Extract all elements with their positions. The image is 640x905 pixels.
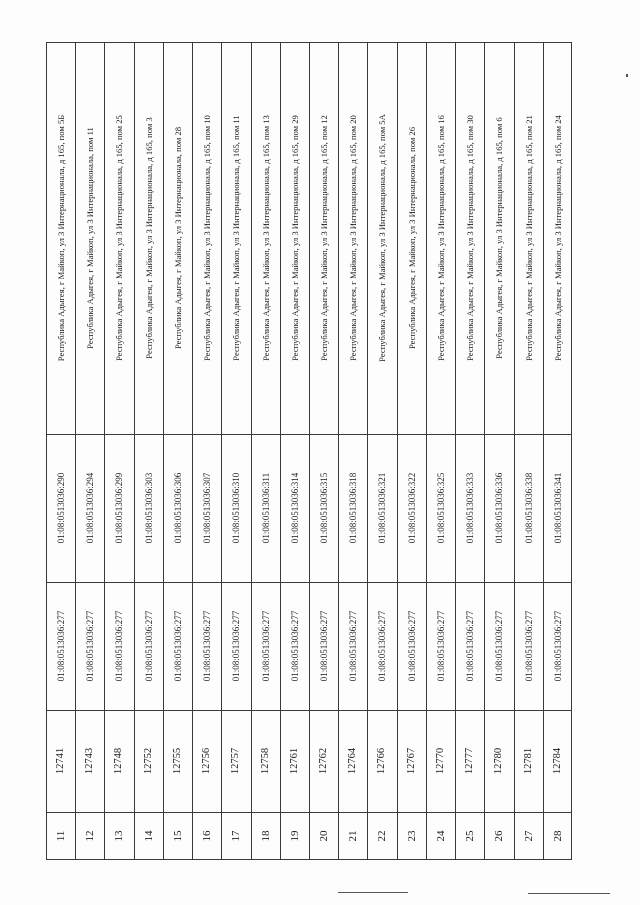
record-id-cell [543, 710, 572, 812]
parcel-number-cell [484, 582, 514, 710]
object-number-cell [104, 434, 134, 582]
record-id-text: 12752 [142, 747, 154, 775]
row-number-text: 22 [376, 830, 388, 842]
address-text: Республика Адыгея, г Майкоп, ул 3 Интернационала, пом 26 [406, 126, 417, 350]
parcel-number-text: 01:08:0513036:277 [318, 610, 329, 682]
address-text: Республика Адыгея, г Майкоп, ул 3 Интернационала, д 165, пом 25 [114, 115, 124, 361]
row-number-text: 20 [317, 830, 330, 842]
address-cell [192, 42, 221, 434]
record-id-text: 12784 [551, 747, 563, 775]
row-number-cell [163, 812, 192, 860]
parcel-number-cell [455, 582, 484, 710]
parcel-number-cell [104, 582, 134, 710]
address-text: Республика Адыгея, г Майкоп, ул 3 Интернационала, д 165, пом 30 [464, 115, 475, 361]
record-id-text: 12770 [434, 747, 446, 775]
row-number-text: 18 [259, 830, 272, 842]
address-cell [484, 42, 514, 434]
object-number-text: 01:08:0513036:314 [289, 472, 300, 544]
row-number-cell [367, 812, 397, 860]
parcel-number-text: 01:08:0513036:277 [552, 610, 563, 682]
record-id-text: 12767 [405, 747, 417, 775]
row-number-cell [134, 812, 163, 860]
address-cell [367, 42, 397, 434]
object-number-cell [75, 434, 104, 582]
record-id-cell [367, 710, 397, 812]
record-id-cell [192, 710, 221, 812]
row-number-text: 24 [434, 830, 447, 842]
record-id-cell [514, 710, 543, 812]
row-number-text: 21 [346, 830, 359, 842]
row-number-text: 28 [551, 830, 564, 842]
parcel-number-cell [251, 582, 280, 710]
parcel-number-cell [280, 582, 309, 710]
address-cell [280, 42, 309, 434]
record-id-text: 12780 [493, 747, 504, 775]
address-text: Республика Адыгея, г Майкоп, ул 3 Интернационала, д 165, пом 10 [201, 115, 212, 361]
record-id-cell [426, 710, 455, 812]
object-number-text: 01:08:0513036:338 [523, 472, 534, 544]
parcel-number-text: 01:08:0513036:277 [260, 610, 271, 682]
row-number-text: 27 [522, 830, 535, 842]
row-number-text: 25 [463, 830, 476, 842]
parcel-number-cell [221, 582, 251, 710]
object-number-cell [46, 434, 75, 582]
parcel-number-text: 01:08:0513036:277 [377, 610, 387, 682]
record-id-text: 12761 [288, 747, 300, 775]
row-number-cell [104, 812, 134, 860]
row-number-cell [46, 812, 75, 860]
object-number-text: 01:08:0513036:321 [377, 472, 387, 544]
parcel-number-cell [134, 582, 163, 710]
record-id-text: 12764 [346, 747, 358, 775]
object-number-cell [367, 434, 397, 582]
record-id-text: 12757 [230, 747, 241, 775]
object-number-cell [280, 434, 309, 582]
address-text: Республика Адыгея, г Майкоп, ул 3 Интернационала, д 165, пом 21 [523, 115, 534, 361]
record-id-text: 12756 [200, 747, 212, 775]
parcel-number-text: 01:08:0513036:277 [172, 610, 183, 682]
parcel-number-cell [75, 582, 104, 710]
scan-mark-right [626, 74, 628, 77]
object-number-text: 01:08:0513036:333 [464, 472, 475, 544]
object-number-cell [251, 434, 280, 582]
record-id-cell [134, 710, 163, 812]
parcel-number-cell [397, 582, 426, 710]
parcel-number-cell [163, 582, 192, 710]
row-number-cell [397, 812, 426, 860]
address-cell [397, 42, 426, 434]
address-cell [338, 42, 367, 434]
row-number-text: 15 [171, 830, 184, 842]
record-id-cell [75, 710, 104, 812]
record-id-text: 12762 [317, 747, 329, 775]
parcel-number-text: 01:08:0513036:277 [464, 610, 475, 682]
parcel-number-text: 01:08:0513036:277 [494, 610, 504, 682]
address-text: Республика Адыгея, г Майкоп, ул 3 Интернационала, д 165, пом 6 [494, 117, 504, 359]
record-id-cell [484, 710, 514, 812]
object-number-text: 01:08:0513036:336 [494, 472, 504, 544]
parcel-number-text: 01:08:0513036:277 [231, 610, 241, 682]
address-cell [46, 42, 75, 434]
object-number-cell [397, 434, 426, 582]
object-number-cell [221, 434, 251, 582]
object-number-text: 01:08:0513036:310 [231, 472, 241, 544]
row-number-cell [309, 812, 338, 860]
address-cell [221, 42, 251, 434]
row-number-cell [251, 812, 280, 860]
scan-mark-bottom-left [338, 892, 408, 893]
address-text: Республика Адыгея, г Майкоп, ул 3 Интернационала, д 165, пом 13 [260, 115, 271, 361]
row-number-cell [543, 812, 572, 860]
object-number-cell [514, 434, 543, 582]
address-cell [309, 42, 338, 434]
record-id-text: 12766 [376, 747, 387, 775]
parcel-number-text: 01:08:0513036:277 [55, 610, 66, 682]
address-cell [104, 42, 134, 434]
object-number-text: 01:08:0513036:299 [114, 472, 124, 544]
object-number-cell [543, 434, 572, 582]
address-text: Республика Адыгея, г Майкоп, ул 3 Интернационала, д 165, пом 16 [435, 115, 446, 361]
record-id-cell [163, 710, 192, 812]
row-number-cell [455, 812, 484, 860]
parcel-number-cell [543, 582, 572, 710]
address-cell [251, 42, 280, 434]
address-cell [75, 42, 104, 434]
object-number-text: 01:08:0513036:341 [552, 472, 563, 544]
row-number-cell [514, 812, 543, 860]
object-number-text: 01:08:0513036:322 [406, 472, 417, 544]
parcel-number-text: 01:08:0513036:277 [347, 610, 358, 682]
address-text: Республика Адыгея, г Майкоп, ул 3 Интернационала, д 165, пом 29 [289, 115, 300, 361]
row-number-cell [192, 812, 221, 860]
parcel-number-cell [46, 582, 75, 710]
row-number-text: 19 [288, 830, 301, 842]
row-number-cell [280, 812, 309, 860]
record-id-cell [338, 710, 367, 812]
row-number-cell [75, 812, 104, 860]
object-number-cell [338, 434, 367, 582]
address-text: Республика Адыгея, г Майкоп, ул 3 Интернационала, д 165, пом 5А [377, 114, 387, 362]
record-id-cell [309, 710, 338, 812]
row-number-cell [338, 812, 367, 860]
object-number-text: 01:08:0513036:306 [172, 472, 183, 544]
address-text: Республика Адыгея, г Майкоп, ул 3 Интернационала, д 165, пом 11 [231, 115, 241, 361]
object-number-text: 01:08:0513036:315 [318, 472, 329, 544]
address-text: Республика Адыгея, г Майкоп, ул 3 Интернационала, д 165, пом 24 [552, 115, 563, 361]
row-number-text: 16 [200, 830, 213, 842]
row-number-text: 26 [493, 830, 505, 842]
record-id-cell [251, 710, 280, 812]
record-id-text: 12755 [171, 747, 183, 775]
object-number-cell [192, 434, 221, 582]
address-cell [514, 42, 543, 434]
parcel-number-text: 01:08:0513036:277 [201, 610, 212, 682]
parcel-number-cell [338, 582, 367, 710]
object-number-text: 01:08:0513036:311 [260, 472, 271, 544]
parcel-number-cell [192, 582, 221, 710]
parcel-number-cell [426, 582, 455, 710]
row-number-text: 23 [405, 830, 418, 842]
row-number-cell [484, 812, 514, 860]
object-number-text: 01:08:0513036:290 [55, 472, 66, 544]
address-cell [455, 42, 484, 434]
row-number-text: 12 [83, 830, 96, 842]
address-cell [163, 42, 192, 434]
object-number-cell [455, 434, 484, 582]
address-text: Республика Адыгея, г Майкоп, ул 3 Интернационала, пом 28 [172, 126, 183, 350]
address-cell [426, 42, 455, 434]
object-number-text: 01:08:0513036:294 [84, 472, 95, 544]
record-id-text: 12781 [522, 747, 534, 775]
row-number-cell [221, 812, 251, 860]
scan-mark-bottom-right [528, 893, 610, 894]
row-number-text: 14 [142, 830, 155, 842]
row-number-text: 17 [230, 830, 242, 842]
parcel-number-cell [309, 582, 338, 710]
object-number-text: 01:08:0513036:325 [435, 472, 446, 544]
record-id-text: 12748 [113, 747, 124, 775]
object-number-text: 01:08:0513036:303 [143, 472, 154, 544]
address-cell [543, 42, 572, 434]
address-text: Республика Адыгея, г Майкоп, ул 3 Интернационала, д 165, пом 20 [347, 115, 358, 361]
record-id-cell [46, 710, 75, 812]
object-number-cell [163, 434, 192, 582]
record-id-cell [280, 710, 309, 812]
property-table [46, 42, 572, 860]
object-number-cell [309, 434, 338, 582]
object-number-text: 01:08:0513036:307 [201, 472, 212, 544]
row-number-text: 13 [113, 830, 125, 842]
address-text: Республика Адыгея, г Майкоп, ул 3 Интернационала, пом 11 [84, 127, 95, 349]
record-id-text: 12743 [83, 747, 95, 775]
address-text: Республика Адыгея, г Майкоп, ул 3 Интернационала, д 165, пом 5Б [55, 114, 66, 362]
record-id-cell [397, 710, 426, 812]
record-id-cell [455, 710, 484, 812]
parcel-number-text: 01:08:0513036:277 [435, 610, 446, 682]
record-id-cell [221, 710, 251, 812]
record-id-text: 12777 [463, 747, 475, 775]
address-text: Республика Адыгея, г Майкоп, ул 3 Интернационала, д 165, пом 12 [318, 115, 329, 361]
record-id-cell [104, 710, 134, 812]
parcel-number-text: 01:08:0513036:277 [406, 610, 417, 682]
parcel-number-text: 01:08:0513036:277 [114, 610, 124, 682]
parcel-number-cell [367, 582, 397, 710]
object-number-cell [134, 434, 163, 582]
address-cell [134, 42, 163, 434]
object-number-cell [426, 434, 455, 582]
parcel-number-text: 01:08:0513036:277 [523, 610, 534, 682]
parcel-number-text: 01:08:0513036:277 [289, 610, 300, 682]
parcel-number-text: 01:08:0513036:277 [143, 610, 154, 682]
record-id-text: 12758 [259, 747, 271, 775]
parcel-number-text: 01:08:0513036:277 [84, 610, 95, 682]
row-number-cell [426, 812, 455, 860]
row-number-text: 11 [54, 830, 67, 842]
address-text: Республика Адыгея, г Майкоп, ул 3 Интернационала, д 165, пом 3 [143, 117, 154, 359]
object-number-cell [484, 434, 514, 582]
object-number-text: 01:08:0513036:318 [347, 472, 358, 544]
parcel-number-cell [514, 582, 543, 710]
record-id-text: 12741 [54, 747, 66, 775]
